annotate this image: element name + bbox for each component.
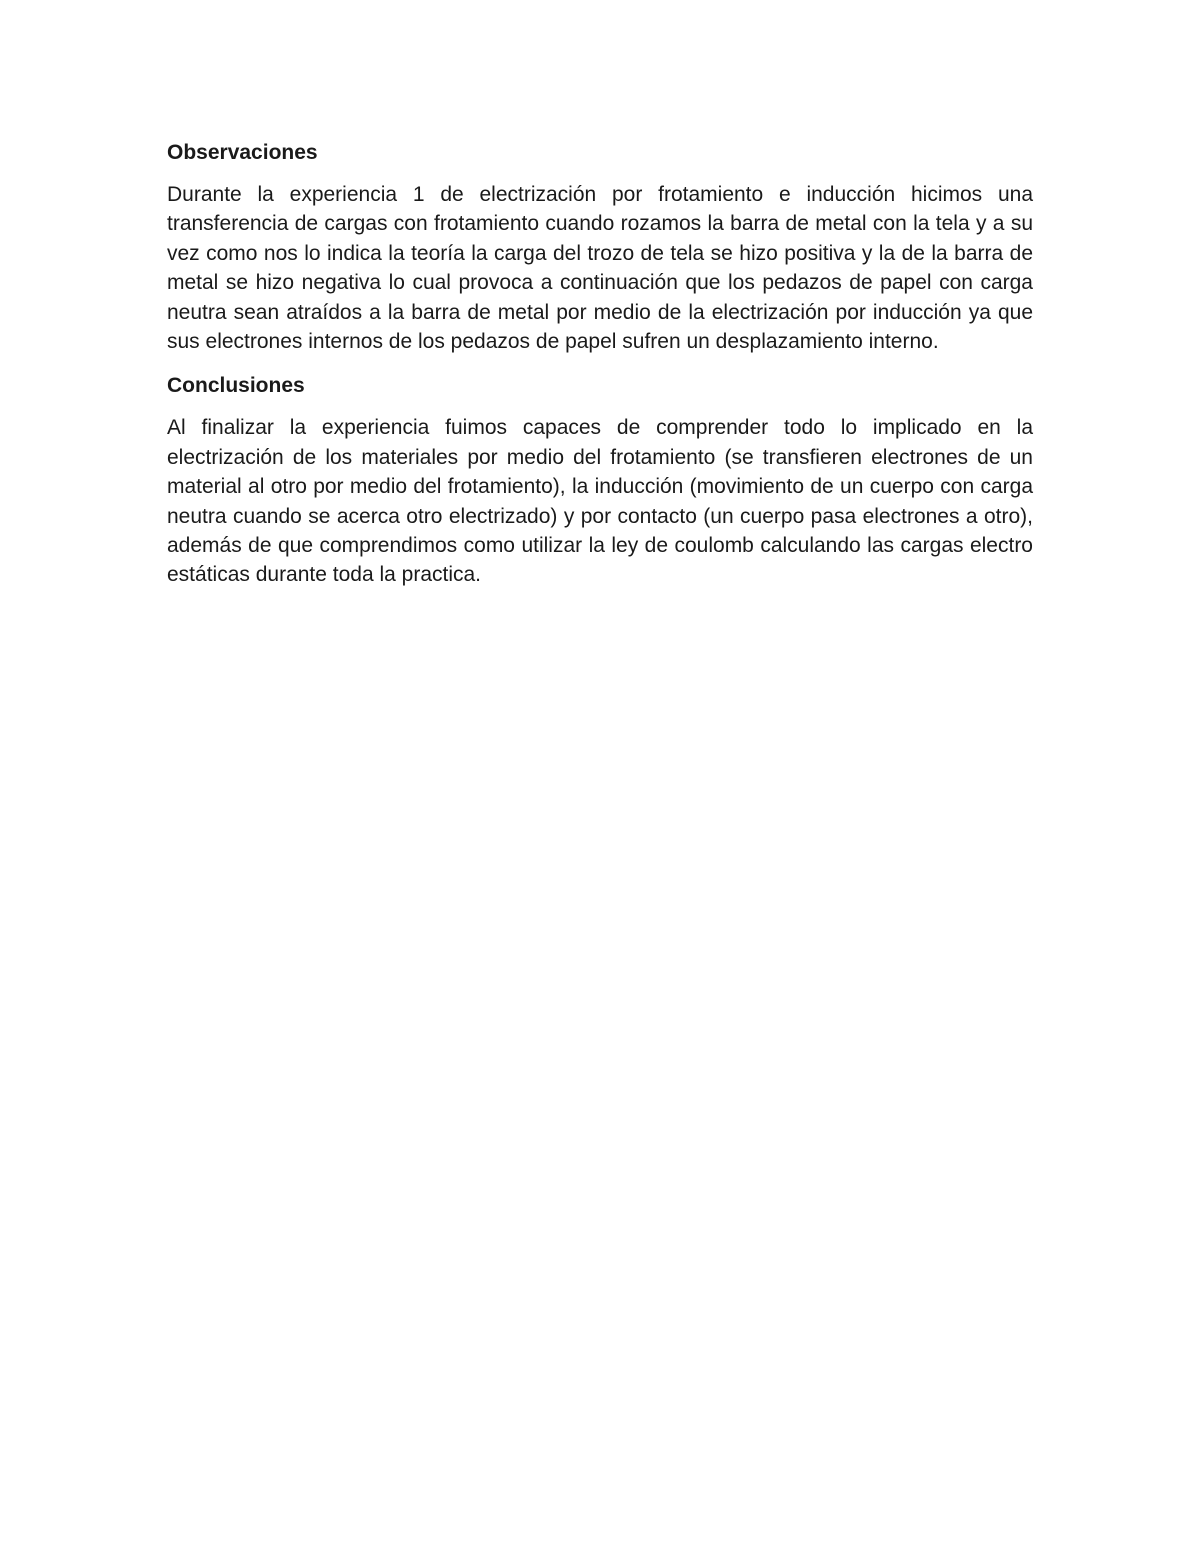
observaciones-section — [167, 138, 1033, 356]
conclusiones-heading: Conclusiones — [167, 374, 305, 398]
observaciones-paragraph: Durante la experiencia 1 de electrización por frotamiento e inducción hicimos una transferencia de cargas con frotamiento cuando rozamos la barra de metal con la tela y a su vez como nos lo indica la teoría la carga del trozo de tela se hizo positiva y la de la barra de metal se hizo negativa lo cual provoca a continuación que los pedazos de papel con carga neutra sean atraídos a la barra de metal por medio de la electrización por inducción ya que sus electrones internos de los pedazos de papel sufren un desplazamiento interno. — [167, 183, 1033, 354]
conclusiones-paragraph: Al finalizar la experiencia fuimos capaces de comprender todo lo implicado en la electrización de los materiales por medio del frotamiento (se transfieren electrones de un material al otro por medio del frotamiento), la inducción (movimiento de un cuerpo con carga neutra cuando se acerca otro electrizado) y por contacto (un cuerpo pasa electrones a otro), además de que comprendimos como utilizar la ley de coulomb calculando las cargas electro estáticas durante toda la practica. — [167, 416, 1033, 587]
conclusiones-section — [167, 371, 1033, 589]
observaciones-heading: Observaciones — [167, 141, 318, 164]
document-page — [167, 138, 1033, 605]
